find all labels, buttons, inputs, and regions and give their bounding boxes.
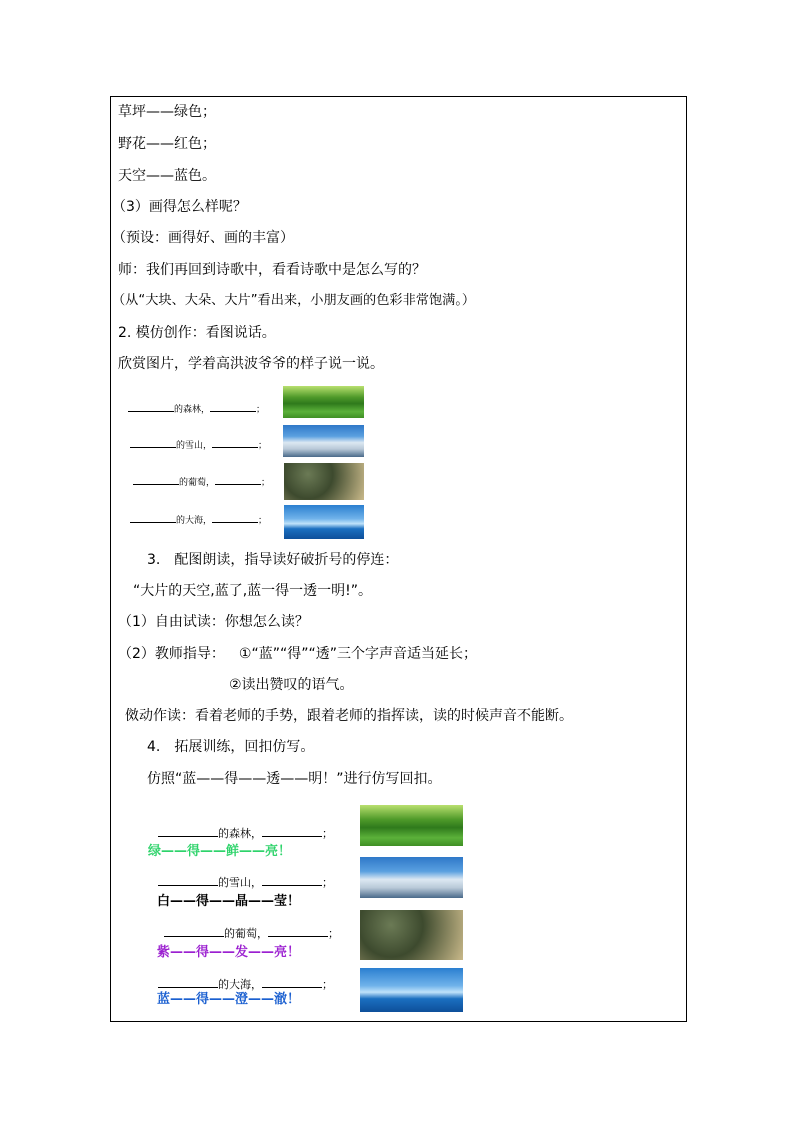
text-line: 仿照“蓝——得——透——明！”进行仿写回扣。 [147,771,442,787]
fill-blank-line: 的葡萄， ； [164,925,339,943]
text-line: （1）自由试读：你想怎么读？ [118,614,309,630]
fill-blank-line: 的雪山， ； [158,874,333,892]
text-line: 师：我们再回到诗歌中，看看诗歌中是怎么写的？ [118,262,426,278]
grapes-image [360,910,463,960]
model-answer: 白——得——晶——莹！ [157,894,301,909]
section-heading: 2. 模仿创作：看图说话。 [118,325,276,341]
fill-blank-line: 的大海， ； [130,512,267,530]
forest-image [360,805,463,846]
text-line: 野花——红色； [118,136,216,152]
grapes-image [284,463,364,500]
sea-image [284,505,364,539]
text-label: （2）教师指导： [118,646,225,662]
text-line: 天空——蓝色。 [118,168,216,184]
text-line: （从“大块、大朵、大片”看出来，小朋友画的色彩非常饱满。） [112,293,476,308]
fill-blank-line: 的森林， ； [158,825,333,843]
text-line: （预设：画得好、画的丰富） [112,230,294,246]
fill-blank-text: 的森林， [218,827,262,840]
sea-image [360,968,463,1012]
text-label: ①“蓝”“得”“透”三个字声音适当延长； [238,646,477,662]
model-answer: 蓝——得——澄——澈！ [157,992,301,1007]
section-heading: 3. 配图朗读，指导读好破折号的停连： [147,552,399,568]
fill-blank-text: 的大海， [176,516,213,526]
section-heading: 4. 拓展训练，回扣仿写。 [147,739,315,755]
fill-blank-line: 的雪山， ； [130,437,267,455]
text-line: ②读出赞叹的语气。 [229,677,354,693]
snow-mountain-image [283,425,364,457]
fill-blank-line: 的葡萄， ； [133,474,270,492]
forest-image [283,386,364,418]
fill-blank-line: 的大海， ； [158,976,333,994]
snow-mountain-image [360,857,463,898]
fill-blank-line: 的森林， ； [128,401,265,419]
fill-blank-text: 的森林， [174,405,211,415]
fill-blank-text: 的大海， [218,978,262,991]
fill-blank-text: 的雪山， [218,876,262,889]
fill-blank-text: 的雪山， [176,441,213,451]
fill-blank-text: 的葡萄， [179,478,216,488]
text-line: （3）画得怎么样呢？ [112,199,247,215]
model-answer: 紫——得——发——亮！ [157,945,301,960]
text-line [118,645,477,663]
fill-blank-text: 的葡萄， [224,927,268,940]
text-line: “大片的天空,蓝了,蓝一得一透一明!”。 [133,583,373,599]
text-line: 傚动作读：看着老师的手势，跟着老师的指挥读，读的时候声音不能断。 [125,708,573,724]
text-line: 草坪——绿色； [118,104,216,120]
model-answer: 绿——得——鲜——亮！ [148,844,292,859]
text-line: 欣赏图片，学着高洪波爷爷的样子说一说。 [118,356,384,372]
